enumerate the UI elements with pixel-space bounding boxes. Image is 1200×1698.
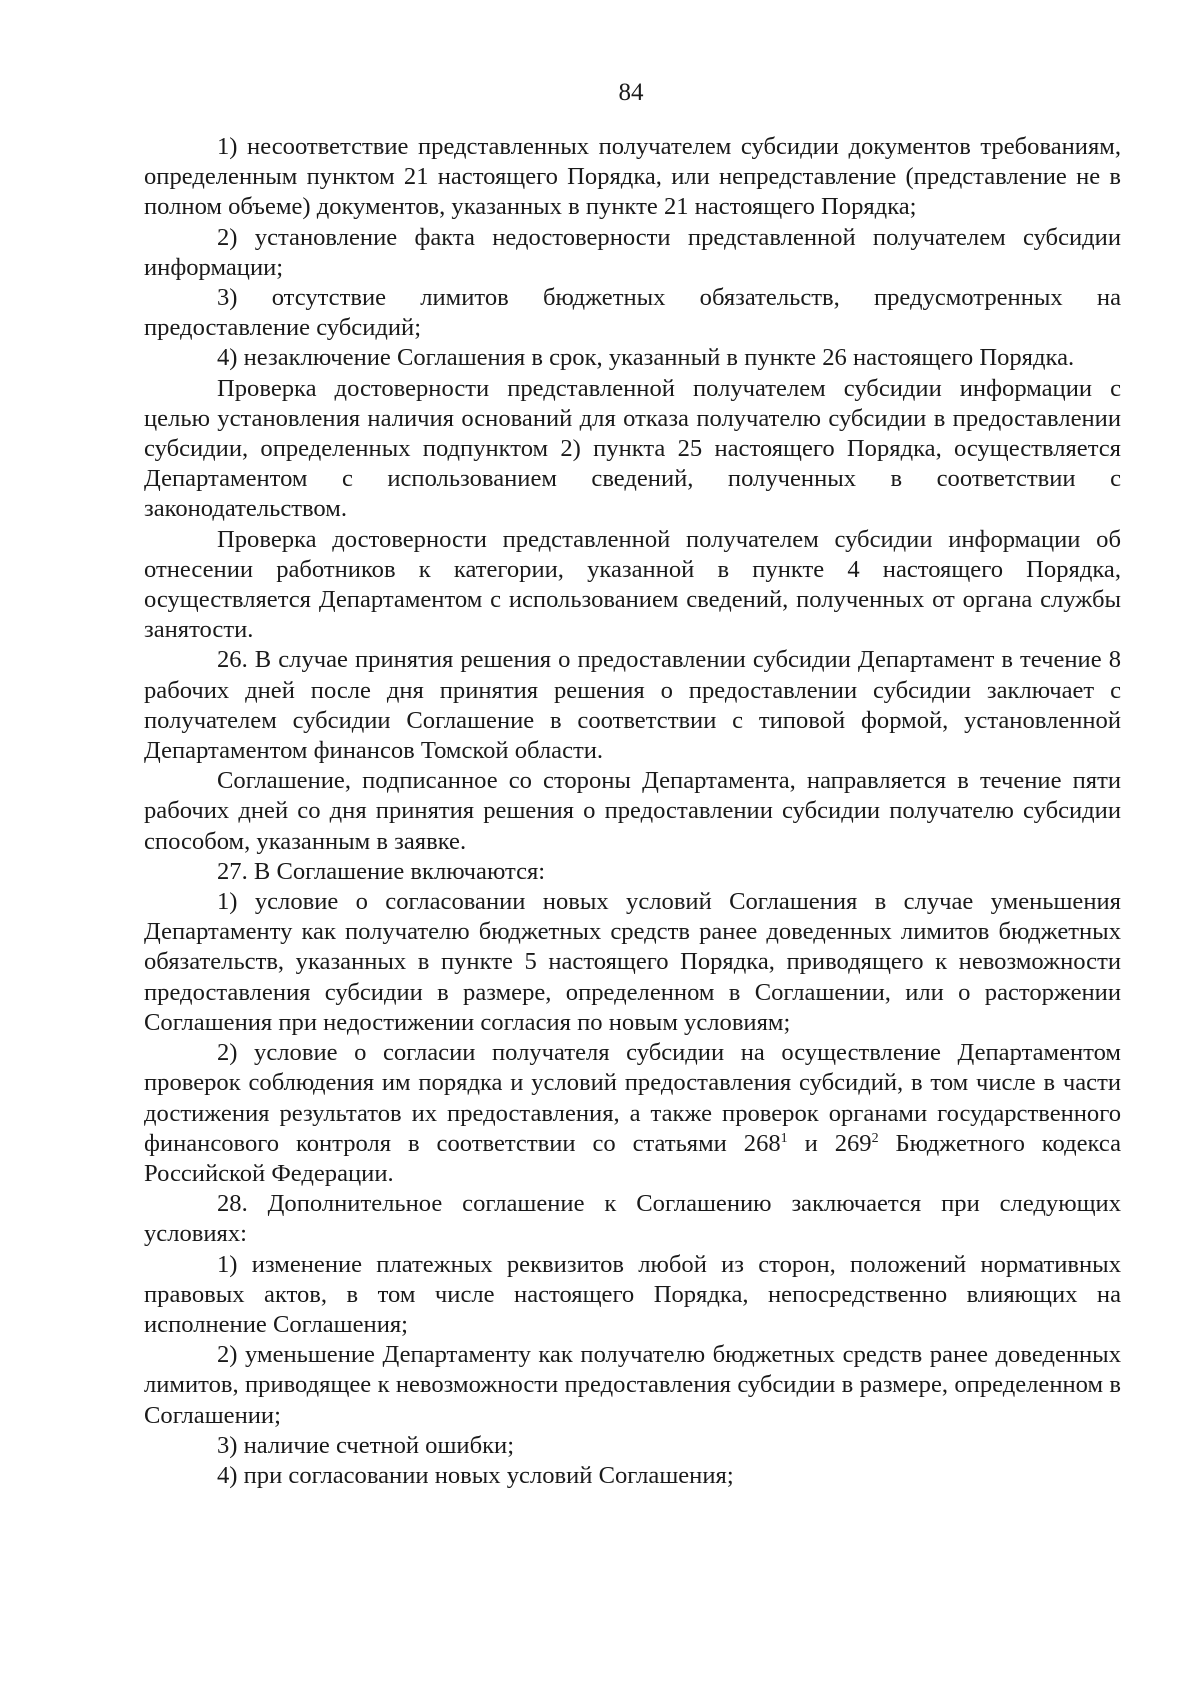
paragraph: Проверка достоверности представленной получателем субсидии информации с целью установления наличия оснований для отказа получателю субсидии в предоставлении субсидии, определенных подпунктом 2) пункта 25 настоящего Порядка, осуществляется Департаментом с использованием сведений, полученных в соответствии с законодательством. bbox=[144, 374, 1121, 523]
paragraph-text: 2) условие о согласии получателя субсидии на осуществление Департаментом проверок соблюдения им порядка и условий предоставления субсидий, в том числе в части достижения результатов их предоставления, а также проверок органами государственного финансового контроля в соответствии со статьями 268 bbox=[144, 1039, 1121, 1157]
paragraph: 4) при согласовании новых условий Соглашения; bbox=[217, 1461, 734, 1489]
paragraph: 3) отсутствие лимитов бюджетных обязательств, предусмотренных на предоставление субсидий; bbox=[144, 284, 1121, 342]
paragraph: 2) установление факта недостоверности представленной получателем субсидии информации; bbox=[144, 223, 1121, 281]
superscript: 1 bbox=[780, 1130, 788, 1146]
paragraph: 1) изменение платежных реквизитов любой из сторон, положений нормативных правовых актов, в том числе настоящего Порядка, непосредственно влияющих на исполнение Соглашения; bbox=[144, 1250, 1121, 1338]
paragraph: 28. Дополнительное соглашение к Соглашению заключается при следующих условиях: bbox=[144, 1190, 1121, 1248]
paragraph-with-superscripts bbox=[144, 1038, 1121, 1189]
paragraph-text: и 269 bbox=[787, 1129, 872, 1157]
page-number: 84 bbox=[618, 79, 644, 106]
paragraph: 26. В случае принятия решения о предоставлении субсидии Департамент в течение 8 рабочих дней после дня принятия решения о предоставлении субсидии заключает с получателем субсидии Соглашение в соответствии с типовой формой, установленной Департаментом финансов Томской области. bbox=[144, 646, 1121, 765]
paragraph: 1) условие о согласовании новых условий Соглашения в случае уменьшения Департаменту как получателю бюджетных средств ранее доведенных лимитов бюджетных обязательств, указанных в пункте 5 настоящего Порядка, приводящего к невозможности предоставления субсидии в размере, определенном в Соглашении, или о расторжении Соглашения при недостижении согласия по новым условиям; bbox=[144, 888, 1121, 1036]
paragraph: 3) наличие счетной ошибки; bbox=[217, 1431, 515, 1459]
paragraph: Соглашение, подписанное со стороны Департамента, направляется в течение пяти рабочих дней со дня принятия решения о предоставлении субсидии получателю субсидии способом, указанным в заявке. bbox=[144, 767, 1121, 855]
paragraph: 2) уменьшение Департаменту как получателю бюджетных средств ранее доведенных лимитов, приводящее к невозможности предоставления субсидии в размере, определенном в Соглашении; bbox=[144, 1341, 1121, 1429]
paragraph: 1) несоответствие представленных получателем субсидии документов требованиям, определенным пунктом 21 настоящего Порядка, или непредставление (представление не в полном объеме) документов, указанных в пункте 21 настоящего Порядка; bbox=[144, 133, 1121, 221]
paragraph: 4) незаключение Соглашения в срок, указанный в пункте 26 настоящего Порядка. bbox=[217, 344, 1075, 372]
paragraph: 27. В Соглашение включаются: bbox=[217, 857, 546, 885]
document-body bbox=[144, 132, 1121, 1491]
paragraph-text: Бюджетного кодекса Российской Федерации. bbox=[144, 1129, 1121, 1187]
superscript: 2 bbox=[871, 1130, 879, 1146]
paragraph: Проверка достоверности представленной получателем субсидии информации об отнесении работников к категории, указанной в пункте 4 настоящего Порядка, осуществляется Департаментом с использованием сведений, полученных от органа службы занятости. bbox=[144, 525, 1121, 644]
